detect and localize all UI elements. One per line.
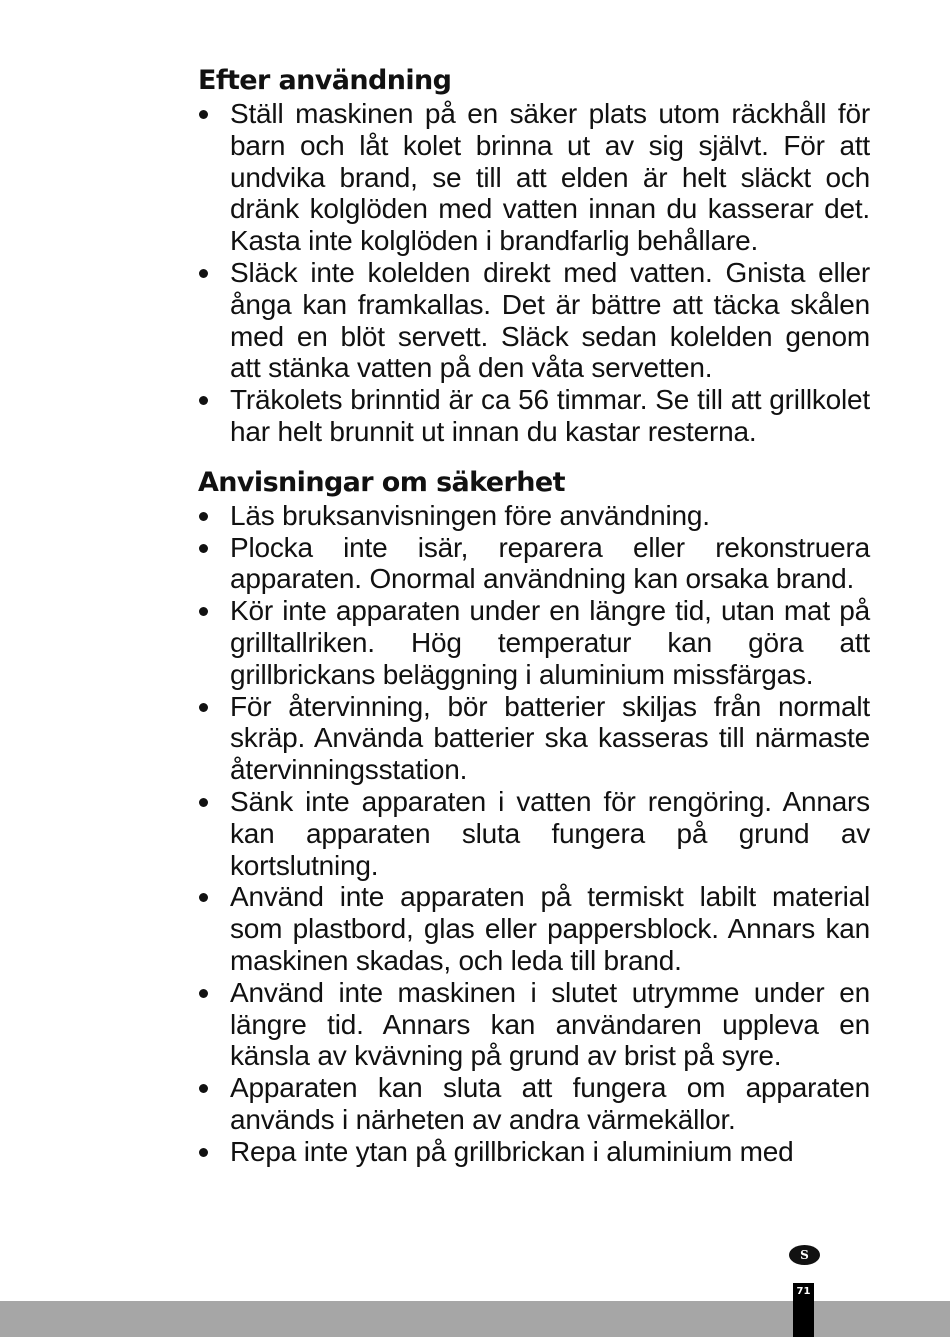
list-item-text: Repa inte ytan på grillbrickan i aluminium med xyxy=(230,1135,794,1167)
bullet-icon xyxy=(199,607,208,616)
list-item xyxy=(198,1136,870,1168)
list-item-text: Släck inte kolelden direkt med vatten. Gnista eller ånga kan framkallas. Det är bättre att täcka skålen med en blöt servett. Släck sedan kolelden genom att stänka vatten på den våta servetten. xyxy=(230,256,870,384)
list-item xyxy=(198,1072,870,1136)
list-item-text: Använd inte maskinen i slutet utrymme under en längre tid. Annars kan användaren uppleva en känsla av kvävning på grund av brist på syre. xyxy=(230,976,870,1072)
bullet-icon xyxy=(199,512,208,521)
list-item-text: Använd inte apparaten på termiskt labilt material som plastbord, glas eller pappersblock. Annars kan maskinen skadas, och leda till brand. xyxy=(230,881,870,976)
after-use-list xyxy=(198,98,870,448)
list-item xyxy=(198,977,870,1072)
bullet-icon xyxy=(199,110,208,119)
list-item-text: Träkolets brinntid är ca 56 timmar. Se till att grillkolet har helt brunnit ut innan du kastar resterna. xyxy=(230,384,870,447)
bullet-icon xyxy=(199,989,208,998)
bullet-icon xyxy=(199,1084,208,1093)
list-item-text: Läs bruksanvisningen före användning. xyxy=(230,499,710,531)
list-item xyxy=(198,532,870,596)
bullet-icon xyxy=(199,544,208,553)
list-item-text: Kör inte apparaten under en längre tid, utan mat på grilltallriken. Hög temperatur kan göra att grillbrickans beläggning i aluminium missfärgas. xyxy=(230,595,870,690)
list-item-text: Plocka inte isär, reparera eller rekonstruera apparaten. Onormal användning kan orsaka brand. xyxy=(230,531,870,595)
list-item xyxy=(198,691,870,786)
list-item xyxy=(198,595,870,690)
bullet-icon xyxy=(199,269,208,278)
language-badge: S xyxy=(789,1245,820,1265)
bullet-icon xyxy=(199,703,208,712)
bullet-icon xyxy=(199,1148,208,1157)
section-heading-safety: Anvisningar om säkerhet xyxy=(198,466,565,498)
list-item xyxy=(198,881,870,976)
list-item-text: Apparaten kan sluta att fungera om apparaten används i närheten av andra värmekällor. xyxy=(230,1072,870,1135)
safety-list xyxy=(198,500,870,1168)
list-item-text: Sänk inte apparaten i vatten för rengöring. Annars kan apparaten sluta fungera på grund av kortslutning. xyxy=(230,785,870,881)
document-body xyxy=(198,64,870,1168)
list-item-text: Ställ maskinen på en säker plats utom räckhåll för barn och låt kolet brinna ut av sig självt. För att undvika brand, se till att elden är helt släckt och dränk kolglöden med vatten innan du kasserar det. Kasta inte kolglöden i brandfarlig behållare. xyxy=(230,98,870,257)
list-item xyxy=(198,384,870,448)
bullet-icon xyxy=(199,798,208,807)
list-item xyxy=(198,500,870,532)
list-item xyxy=(198,786,870,881)
bullet-icon xyxy=(199,396,208,405)
list-item xyxy=(198,98,870,257)
list-item-text: För återvinning, bör batterier skiljas från normalt skräp. Använda batterier ska kasseras till närmaste återvinningsstation. xyxy=(230,690,870,786)
section-heading-after-use: Efter användning xyxy=(198,65,452,96)
list-item xyxy=(198,257,870,384)
bullet-icon xyxy=(199,893,208,902)
page-number: 71 xyxy=(796,1286,811,1297)
